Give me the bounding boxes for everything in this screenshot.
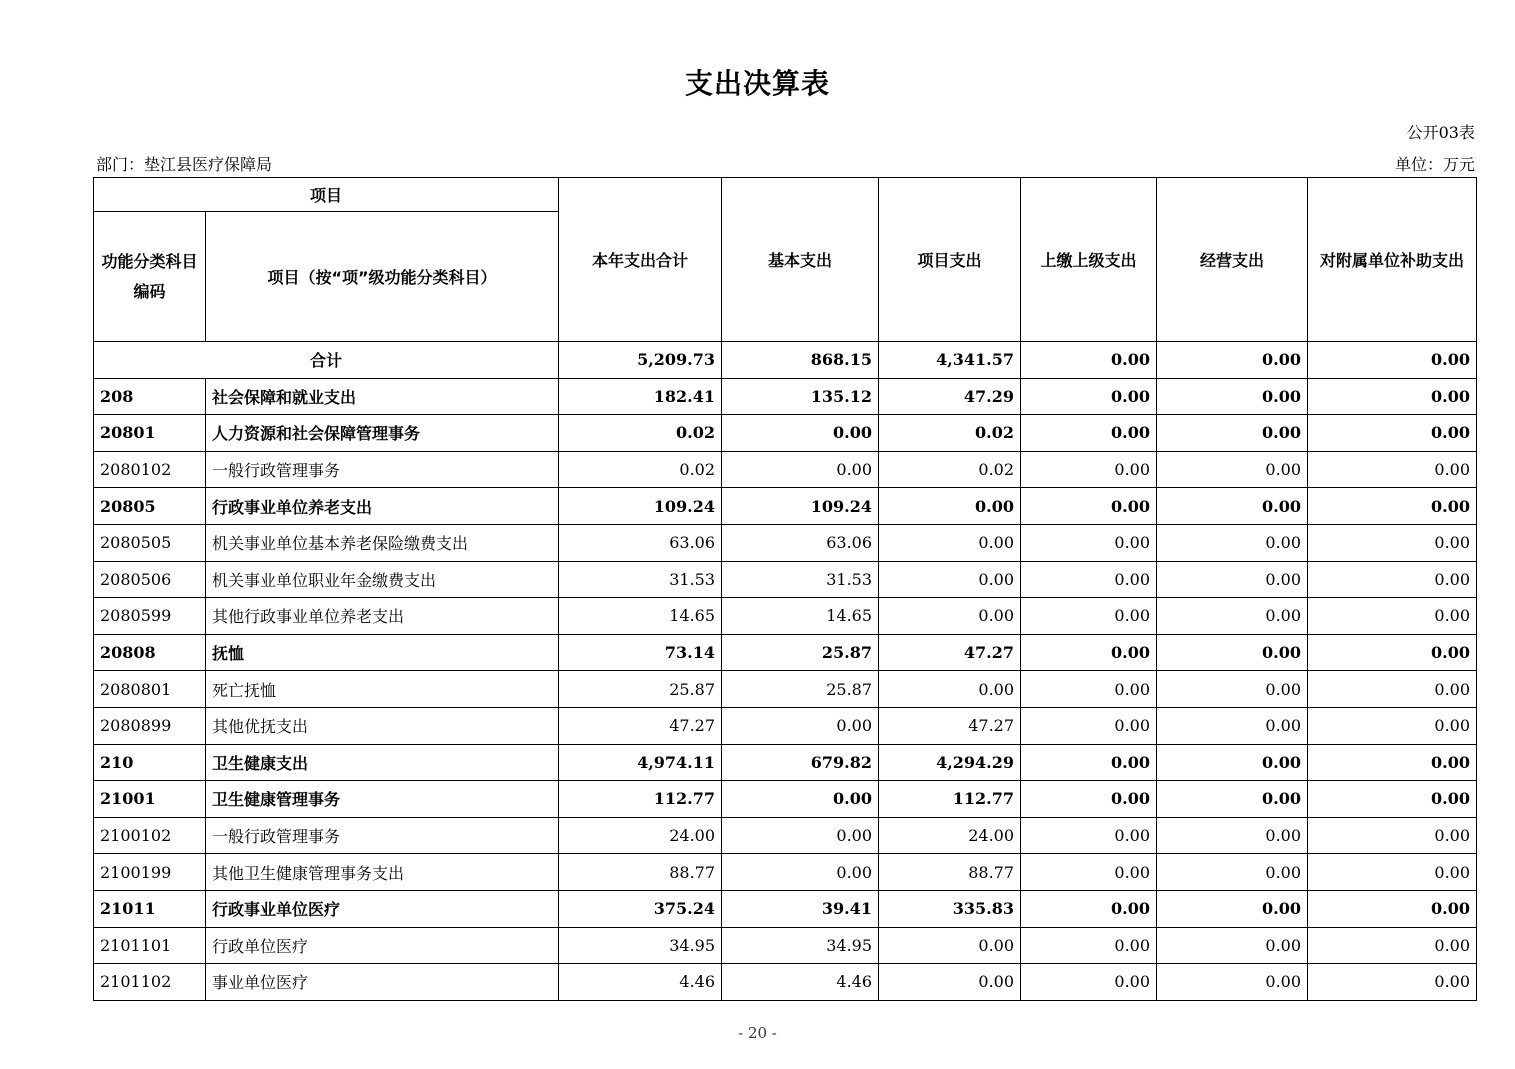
cell-subsidy: 0.00 — [1308, 634, 1477, 671]
cell-item: 0.00 — [879, 927, 1021, 964]
cell-item: 0.00 — [879, 524, 1021, 561]
cell-code: 2080506 — [94, 561, 206, 598]
cell-total: 34.95 — [559, 927, 722, 964]
cell-basic: 135.12 — [722, 378, 879, 415]
cell-code: 2080102 — [94, 451, 206, 488]
cell-basic: 34.95 — [722, 927, 879, 964]
table-row — [94, 781, 1477, 818]
table-row — [94, 854, 1477, 891]
table-row — [94, 524, 1477, 561]
cell-business: 0.00 — [1157, 890, 1308, 927]
table-row — [94, 964, 1477, 1001]
cell-subsidy: 0.00 — [1308, 927, 1477, 964]
cell-total: 31.53 — [559, 561, 722, 598]
cell-business: 0.00 — [1157, 524, 1308, 561]
cell-subsidy: 0.00 — [1308, 561, 1477, 598]
cell-subsidy: 0.00 — [1308, 415, 1477, 452]
cell-upper: 0.00 — [1021, 561, 1157, 598]
unit-label: 单位：万元 — [1394, 155, 1475, 174]
cell-basic: 31.53 — [722, 561, 879, 598]
cell-item: 24.00 — [879, 817, 1021, 854]
cell-total: 4,974.11 — [559, 744, 722, 781]
cell-item: 47.29 — [879, 378, 1021, 415]
cell-total: 4.46 — [559, 964, 722, 1001]
cell-code: 2080505 — [94, 524, 206, 561]
table-row — [94, 451, 1477, 488]
cell-basic: 0.00 — [722, 451, 879, 488]
cell-business: 0.00 — [1157, 598, 1308, 635]
cell-business: 0.00 — [1157, 744, 1308, 781]
cell-basic: 63.06 — [722, 524, 879, 561]
cell-item: 0.00 — [879, 964, 1021, 1001]
cell-item: 0.02 — [879, 451, 1021, 488]
cell-basic: 39.41 — [722, 890, 879, 927]
total-label: 合计 — [94, 342, 559, 379]
cell-basic: 0.00 — [722, 854, 879, 891]
cell-name: 其他行政事业单位养老支出 — [206, 598, 559, 635]
cell-basic: 679.82 — [722, 744, 879, 781]
header-basic: 基本支出 — [722, 178, 879, 342]
cell-total: 24.00 — [559, 817, 722, 854]
cell-item: 47.27 — [879, 707, 1021, 744]
total-cell-item: 4,341.57 — [879, 342, 1021, 379]
cell-name: 死亡抚恤 — [206, 671, 559, 708]
cell-item: 0.00 — [879, 561, 1021, 598]
cell-name: 行政事业单位养老支出 — [206, 488, 559, 525]
header-subsidy: 对附属单位补助支出 — [1308, 178, 1477, 342]
cell-total: 0.02 — [559, 451, 722, 488]
cell-code: 2080899 — [94, 707, 206, 744]
cell-total: 109.24 — [559, 488, 722, 525]
cell-total: 47.27 — [559, 707, 722, 744]
cell-business: 0.00 — [1157, 817, 1308, 854]
cell-item: 88.77 — [879, 854, 1021, 891]
table-row — [94, 890, 1477, 927]
cell-upper: 0.00 — [1021, 927, 1157, 964]
table-row — [94, 671, 1477, 708]
cell-item: 0.00 — [879, 488, 1021, 525]
cell-code: 2080599 — [94, 598, 206, 635]
table-row — [94, 378, 1477, 415]
table-row — [94, 488, 1477, 525]
cell-upper: 0.00 — [1021, 707, 1157, 744]
cell-business: 0.00 — [1157, 451, 1308, 488]
cell-item: 47.27 — [879, 634, 1021, 671]
cell-code: 210 — [94, 744, 206, 781]
cell-upper: 0.00 — [1021, 524, 1157, 561]
cell-business: 0.00 — [1157, 634, 1308, 671]
table-row — [94, 598, 1477, 635]
cell-name: 人力资源和社会保障管理事务 — [206, 415, 559, 452]
cell-name: 行政事业单位医疗 — [206, 890, 559, 927]
table-row — [94, 561, 1477, 598]
page-title: 支出决算表 — [684, 67, 830, 100]
header-func-name: 项目（按“项”级功能分类科目） — [206, 212, 559, 342]
cell-subsidy: 0.00 — [1308, 488, 1477, 525]
cell-basic: 25.87 — [722, 671, 879, 708]
cell-code: 2100102 — [94, 817, 206, 854]
cell-upper: 0.00 — [1021, 378, 1157, 415]
cell-subsidy: 0.00 — [1308, 781, 1477, 818]
cell-upper: 0.00 — [1021, 671, 1157, 708]
cell-name: 事业单位医疗 — [206, 964, 559, 1001]
cell-total: 14.65 — [559, 598, 722, 635]
cell-total: 375.24 — [559, 890, 722, 927]
cell-code: 208 — [94, 378, 206, 415]
cell-code: 2101101 — [94, 927, 206, 964]
cell-total: 182.41 — [559, 378, 722, 415]
cell-subsidy: 0.00 — [1308, 854, 1477, 891]
cell-name: 其他优抚支出 — [206, 707, 559, 744]
cell-total: 112.77 — [559, 781, 722, 818]
cell-name: 机关事业单位基本养老保险缴费支出 — [206, 524, 559, 561]
cell-subsidy: 0.00 — [1308, 964, 1477, 1001]
cell-code: 2101102 — [94, 964, 206, 1001]
cell-basic: 25.87 — [722, 634, 879, 671]
cell-subsidy: 0.00 — [1308, 817, 1477, 854]
cell-subsidy: 0.00 — [1308, 671, 1477, 708]
cell-total: 25.87 — [559, 671, 722, 708]
cell-upper: 0.00 — [1021, 744, 1157, 781]
cell-upper: 0.00 — [1021, 634, 1157, 671]
total-cell-basic: 868.15 — [722, 342, 879, 379]
cell-code: 2100199 — [94, 854, 206, 891]
cell-subsidy: 0.00 — [1308, 707, 1477, 744]
cell-name: 其他卫生健康管理事务支出 — [206, 854, 559, 891]
cell-name: 行政单位医疗 — [206, 927, 559, 964]
cell-total: 63.06 — [559, 524, 722, 561]
cell-name: 卫生健康支出 — [206, 744, 559, 781]
cell-code: 20805 — [94, 488, 206, 525]
department-label: 部门：垫江县医疗保障局 — [96, 155, 273, 174]
cell-basic: 4.46 — [722, 964, 879, 1001]
cell-business: 0.00 — [1157, 781, 1308, 818]
header-business: 经营支出 — [1157, 178, 1308, 342]
cell-business: 0.00 — [1157, 964, 1308, 1001]
cell-total: 73.14 — [559, 634, 722, 671]
cell-total: 88.77 — [559, 854, 722, 891]
table-row — [94, 927, 1477, 964]
header-total: 本年支出合计 — [559, 178, 722, 342]
cell-business: 0.00 — [1157, 488, 1308, 525]
table-row — [94, 817, 1477, 854]
cell-basic: 109.24 — [722, 488, 879, 525]
total-cell-business: 0.00 — [1157, 342, 1308, 379]
cell-item: 0.02 — [879, 415, 1021, 452]
cell-upper: 0.00 — [1021, 890, 1157, 927]
cell-code: 2080801 — [94, 671, 206, 708]
cell-business: 0.00 — [1157, 415, 1308, 452]
cell-upper: 0.00 — [1021, 488, 1157, 525]
cell-code: 20808 — [94, 634, 206, 671]
header-func-code-text: 功能分类科目编码 — [101, 251, 198, 301]
header-project: 项目 — [94, 178, 559, 212]
cell-basic: 0.00 — [722, 707, 879, 744]
cell-business: 0.00 — [1157, 378, 1308, 415]
cell-item: 112.77 — [879, 781, 1021, 818]
cell-subsidy: 0.00 — [1308, 890, 1477, 927]
table-code-label: 公开03表 — [1406, 123, 1475, 142]
cell-total: 0.02 — [559, 415, 722, 452]
cell-item: 335.83 — [879, 890, 1021, 927]
cell-item: 0.00 — [879, 598, 1021, 635]
header-item: 项目支出 — [879, 178, 1021, 342]
cell-subsidy: 0.00 — [1308, 744, 1477, 781]
cell-name: 卫生健康管理事务 — [206, 781, 559, 818]
cell-item: 4,294.29 — [879, 744, 1021, 781]
cell-name: 社会保障和就业支出 — [206, 378, 559, 415]
cell-subsidy: 0.00 — [1308, 598, 1477, 635]
total-cell-upper: 0.00 — [1021, 342, 1157, 379]
cell-business: 0.00 — [1157, 927, 1308, 964]
cell-basic: 0.00 — [722, 817, 879, 854]
cell-basic: 0.00 — [722, 781, 879, 818]
table-row — [94, 634, 1477, 671]
cell-upper: 0.00 — [1021, 598, 1157, 635]
cell-name: 一般行政管理事务 — [206, 451, 559, 488]
page-number: - 20 - — [738, 1024, 777, 1042]
cell-basic: 0.00 — [722, 415, 879, 452]
cell-upper: 0.00 — [1021, 964, 1157, 1001]
expenditure-table — [93, 177, 1477, 1001]
cell-upper: 0.00 — [1021, 451, 1157, 488]
cell-code: 21011 — [94, 890, 206, 927]
cell-name: 抚恤 — [206, 634, 559, 671]
header-func-code — [94, 212, 206, 342]
cell-name: 机关事业单位职业年金缴费支出 — [206, 561, 559, 598]
cell-name: 一般行政管理事务 — [206, 817, 559, 854]
total-cell-subsidy: 0.00 — [1308, 342, 1477, 379]
cell-code: 21001 — [94, 781, 206, 818]
cell-code: 20801 — [94, 415, 206, 452]
cell-business: 0.00 — [1157, 561, 1308, 598]
header-upper: 上缴上级支出 — [1021, 178, 1157, 342]
cell-upper: 0.00 — [1021, 415, 1157, 452]
cell-business: 0.00 — [1157, 854, 1308, 891]
cell-business: 0.00 — [1157, 671, 1308, 708]
cell-upper: 0.00 — [1021, 817, 1157, 854]
cell-basic: 14.65 — [722, 598, 879, 635]
cell-subsidy: 0.00 — [1308, 378, 1477, 415]
table-row — [94, 744, 1477, 781]
cell-upper: 0.00 — [1021, 781, 1157, 818]
cell-subsidy: 0.00 — [1308, 451, 1477, 488]
cell-subsidy: 0.00 — [1308, 524, 1477, 561]
total-row — [94, 342, 1477, 379]
table-row — [94, 707, 1477, 744]
cell-upper: 0.00 — [1021, 854, 1157, 891]
total-cell-total: 5,209.73 — [559, 342, 722, 379]
cell-item: 0.00 — [879, 671, 1021, 708]
table-row — [94, 415, 1477, 452]
cell-business: 0.00 — [1157, 707, 1308, 744]
